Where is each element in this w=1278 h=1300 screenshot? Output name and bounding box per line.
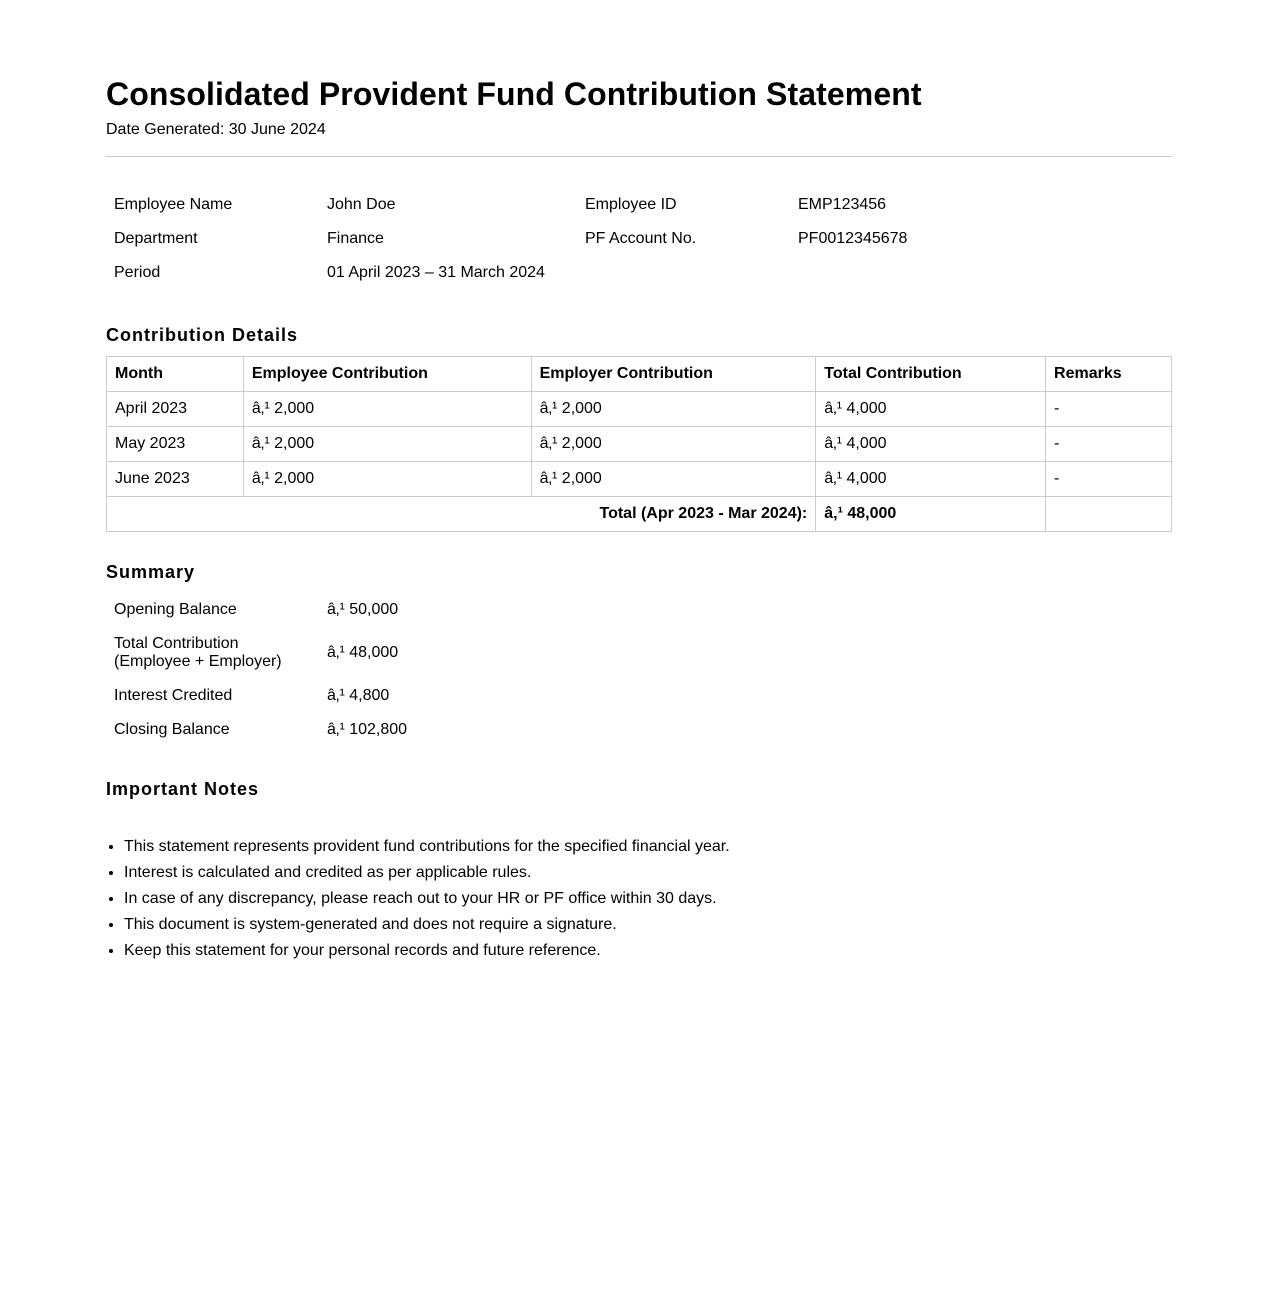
cell-employee: â‚¹ 2,000 bbox=[243, 427, 531, 462]
cell-employee: â‚¹ 2,000 bbox=[243, 462, 531, 497]
header-employee-contribution: Employee Contribution bbox=[243, 357, 531, 392]
cell-month: May 2023 bbox=[107, 427, 244, 462]
cell-total: â‚¹ 4,000 bbox=[816, 462, 1046, 497]
summary-heading: Summary bbox=[106, 562, 196, 582]
interest-credited-value: â‚¹ 4,800 bbox=[327, 687, 390, 704]
cell-total: â‚¹ 4,000 bbox=[816, 427, 1046, 462]
total-contribution-label-line2: (Employee + Employer) bbox=[114, 653, 282, 670]
total-row bbox=[107, 497, 1172, 532]
pf-account-value: PF0012345678 bbox=[798, 230, 908, 247]
employee-name-label: Employee Name bbox=[114, 196, 233, 213]
cell-month: June 2023 bbox=[107, 462, 244, 497]
summary-row bbox=[106, 627, 535, 679]
cell-employee: â‚¹ 2,000 bbox=[243, 392, 531, 427]
header-month: Month bbox=[107, 357, 244, 392]
cell-remarks: - bbox=[1046, 462, 1172, 497]
closing-balance-label: Closing Balance bbox=[114, 721, 230, 738]
opening-balance-value: â‚¹ 50,000 bbox=[327, 601, 399, 618]
cell-total: â‚¹ 4,000 bbox=[816, 392, 1046, 427]
department-label: Department bbox=[114, 230, 198, 247]
employee-name-value: John Doe bbox=[327, 196, 396, 213]
cell-employer: â‚¹ 2,000 bbox=[531, 462, 816, 497]
cell-remarks: - bbox=[1046, 392, 1172, 427]
contribution-heading: Contribution Details bbox=[106, 325, 298, 345]
table-row bbox=[107, 392, 1172, 427]
interest-credited-label: Interest Credited bbox=[114, 687, 233, 704]
total-value: â‚¹ 48,000 bbox=[816, 497, 1046, 532]
cell-employer: â‚¹ 2,000 bbox=[531, 392, 816, 427]
pf-account-label: PF Account No. bbox=[585, 230, 697, 247]
header-employer-contribution: Employer Contribution bbox=[531, 357, 816, 392]
cell-employer: â‚¹ 2,000 bbox=[531, 427, 816, 462]
summary-row bbox=[106, 593, 535, 627]
period-label: Period bbox=[114, 264, 161, 281]
list-item: • This document is system-generated and does not require a signature. bbox=[124, 912, 1172, 938]
cell-remarks: - bbox=[1046, 427, 1172, 462]
employee-info-table bbox=[106, 188, 1006, 290]
contribution-header-row bbox=[107, 357, 1172, 392]
notes-list bbox=[106, 834, 1172, 964]
list-item: • In case of any discrepancy, please reach out to your HR or PF office within 30 days. bbox=[124, 886, 1172, 912]
list-item: • Keep this statement for your personal records and future reference. bbox=[124, 938, 1172, 964]
summary-table bbox=[106, 593, 535, 747]
employee-id-value: EMP123456 bbox=[798, 196, 887, 213]
total-contribution-label bbox=[106, 627, 319, 679]
department-value: Finance bbox=[327, 230, 384, 247]
date-label: Date Generated: bbox=[106, 121, 225, 138]
closing-balance-value: â‚¹ 102,800 bbox=[327, 721, 408, 738]
summary-row bbox=[106, 679, 535, 713]
date-value: 30 June 2024 bbox=[228, 121, 326, 138]
statement-page bbox=[106, 0, 1172, 964]
total-contribution-value: â‚¹ 48,000 bbox=[327, 644, 399, 661]
header-total-contribution: Total Contribution bbox=[816, 357, 1046, 392]
table-row bbox=[107, 427, 1172, 462]
period-value: 01 April 2023 – 31 March 2024 bbox=[327, 264, 545, 281]
total-label: Total (Apr 2023 - Mar 2024): bbox=[107, 497, 816, 532]
list-item: • This statement represents provident fund contributions for the specified financial year. bbox=[124, 834, 1172, 860]
employee-id-label: Employee ID bbox=[585, 196, 677, 213]
contribution-table bbox=[106, 356, 1172, 532]
summary-row bbox=[106, 713, 535, 747]
info-row bbox=[106, 222, 1006, 256]
list-item: • Interest is calculated and credited as per applicable rules. bbox=[124, 860, 1172, 886]
header-divider bbox=[106, 156, 1172, 157]
cell-month: April 2023 bbox=[107, 392, 244, 427]
total-remarks bbox=[1046, 497, 1172, 532]
notes-heading: Important Notes bbox=[106, 779, 260, 799]
opening-balance-label: Opening Balance bbox=[114, 601, 237, 618]
table-row bbox=[107, 462, 1172, 497]
page-title: Consolidated Provident Fund Contribution Statement bbox=[106, 76, 922, 112]
info-row bbox=[106, 256, 1006, 290]
info-row bbox=[106, 188, 1006, 222]
header-remarks: Remarks bbox=[1046, 357, 1172, 392]
total-contribution-label-line1: Total Contribution bbox=[114, 635, 239, 652]
date-generated bbox=[106, 120, 1172, 140]
